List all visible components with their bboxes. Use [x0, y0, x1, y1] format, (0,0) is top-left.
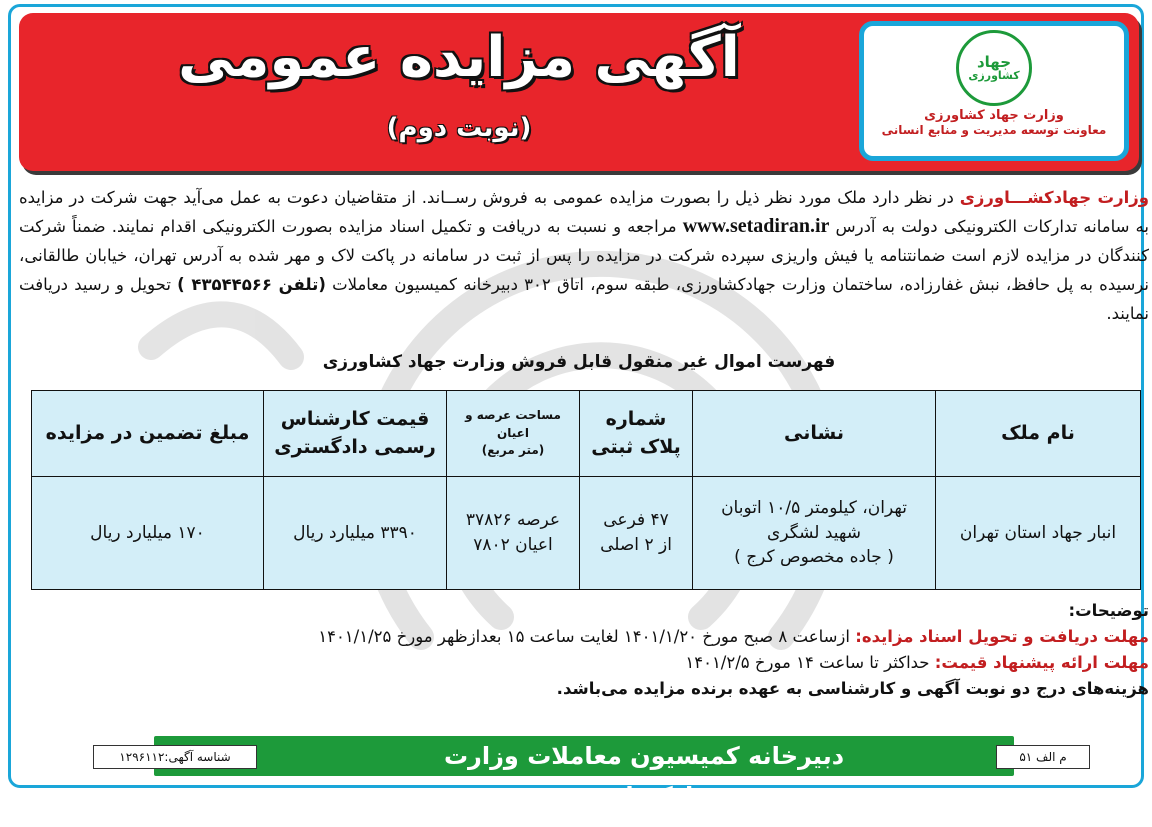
intro-text-3: تحویل و رسید دریافت نمایند.: [19, 275, 1149, 323]
deadline-offer-text: حداکثر تا ساعت ۱۴ مورخ ۱۴۰۱/۲/۵: [685, 653, 935, 672]
table-title: فهرست اموال غیر منقول قابل فروش وزارت جهاد کشاورزی: [322, 352, 836, 372]
notes-section: [19, 598, 1149, 702]
deadline-offer: [19, 650, 1149, 676]
emblem-text-top: جهاد: [976, 52, 1012, 71]
header-name: نام ملک: [936, 391, 1141, 477]
header-price: [264, 391, 447, 477]
website-link[interactable]: www.setadiran.ir: [682, 215, 830, 237]
costs-note: هزینه‌های درج دو نوبت آگهی و کارشناسی به عهده برنده مزایده می‌باشد.: [556, 679, 1149, 698]
header-guarantee: مبلغ تضمین در مزایده: [32, 391, 264, 477]
ad-frame: [8, 4, 1149, 810]
cell-plate-line2: از ۲ اصلی: [600, 535, 672, 555]
ad-code-tag: م الف ۵۱: [996, 745, 1090, 769]
ministry-emblem-icon: [956, 30, 1032, 106]
header-address: نشانی: [693, 391, 936, 477]
deadline-documents-label: مهلت دریافت و تحویل اسناد مزایده:: [855, 627, 1149, 646]
header-banner: [19, 13, 1139, 171]
header-plate-line2: پلاک ثبتی: [591, 435, 681, 458]
intro-text-1: در نظر دارد ملک مورد نظر ذیل را بصورت مزایده عمومی به فروش رســاند. از متقاضیان دعوت به عمل می‌آید جهت شرکت در مزایده به سامانه تدارکات الکترونیکی دولت به آدرس: [19, 188, 1149, 236]
page-title: آگهی مزایده عمومی: [178, 25, 740, 90]
header-area-line1: مساحت عرصه و اعیان: [465, 408, 561, 440]
ministry-logo-box: [859, 21, 1129, 161]
header-price-line2: رسمی دادگستری: [274, 435, 436, 458]
organization-name: وزارت جهادکشـــاورزی: [959, 188, 1149, 207]
cell-price: ۳۳۹۰ میلیارد ریال: [264, 477, 447, 590]
notes-heading: توضیحات:: [1068, 601, 1149, 620]
emblem-text-bottom: کشاورزی: [968, 69, 1020, 83]
deputy-name: معاونت توسعه مدیریت و منابع انسانی: [881, 123, 1107, 137]
header-area-line2: (متر مربع): [481, 443, 545, 458]
header-price-line1: قیمت کارشناس: [280, 407, 430, 430]
intro-text-2: مراجعه و نسبت به دریافت و تکمیل اسناد مزایده بصورت الکترونیکی اقدام نمایند. ضمناً شرکت کنندگان در مزایده لازم است ضمانتنامه یا فیش واریزی سپرده شرکت در مزایده را پس از ثبت در سامانه در پاکت لاک و مهر شده به آدرس تهران، خیابان طالقانی، نرسیده به پل حافظ، نبش غفارزاده، ساختمان وزارت جهادکشاورزی، طبقه سوم، اتاق ۳۰۲ دبیرخانه کمیسیون معاملات: [19, 217, 1149, 294]
cell-area-line1: عرصه ۳۷۸۲۶: [465, 510, 561, 531]
deadline-offer-label: مهلت ارائه پیشنهاد قیمت:: [934, 653, 1149, 672]
deadline-documents-text: ازساعت ۸ صبح مورخ ۱۴۰۱/۱/۲۰ لغایت ساعت ۱۵ بعدازظهر مورخ ۱۴۰۱/۱/۲۵: [318, 627, 856, 646]
cell-address-line3: ( جاده مخصوص کرج ): [734, 547, 894, 568]
cell-address-line2: شهید لشگری: [767, 522, 861, 543]
page-subtitle: (نوبت دوم): [386, 113, 532, 143]
cell-name: انبار جهاد استان تهران: [936, 477, 1141, 590]
cell-address: [693, 477, 936, 590]
cell-area-line2: اعیان ۷۸۰۲: [473, 535, 553, 555]
footer-band: [154, 736, 1014, 810]
table-row: [32, 477, 1141, 590]
footer-title: دبیرخانه کمیسیون معاملات وزارت جهادکشاورزی: [443, 742, 845, 810]
header-area: [447, 391, 580, 477]
cell-guarantee: ۱۷۰ میلیارد ریال: [32, 477, 264, 590]
phone-number: (تلفن ۴۳۵۴۴۵۶۶ ): [177, 275, 326, 294]
cell-plate-line1: ۴۷ فرعی: [603, 510, 669, 531]
table-header-row: [32, 391, 1141, 477]
ad-id-tag: شناسه آگهی:۱۲۹۶۱۱۲: [93, 745, 257, 769]
intro-paragraph: [19, 183, 1149, 328]
deadline-documents: [19, 624, 1149, 650]
ministry-name: وزارت جهاد کشاورزی: [924, 108, 1064, 123]
header-plate: [580, 391, 693, 477]
property-table: [31, 390, 1141, 590]
cell-address-line1: تهران، کیلومتر ۱۰/۵ اتوبان: [721, 498, 907, 519]
cell-area: [447, 477, 580, 590]
header-plate-line1: شماره: [605, 407, 667, 430]
cell-plate: [580, 477, 693, 590]
